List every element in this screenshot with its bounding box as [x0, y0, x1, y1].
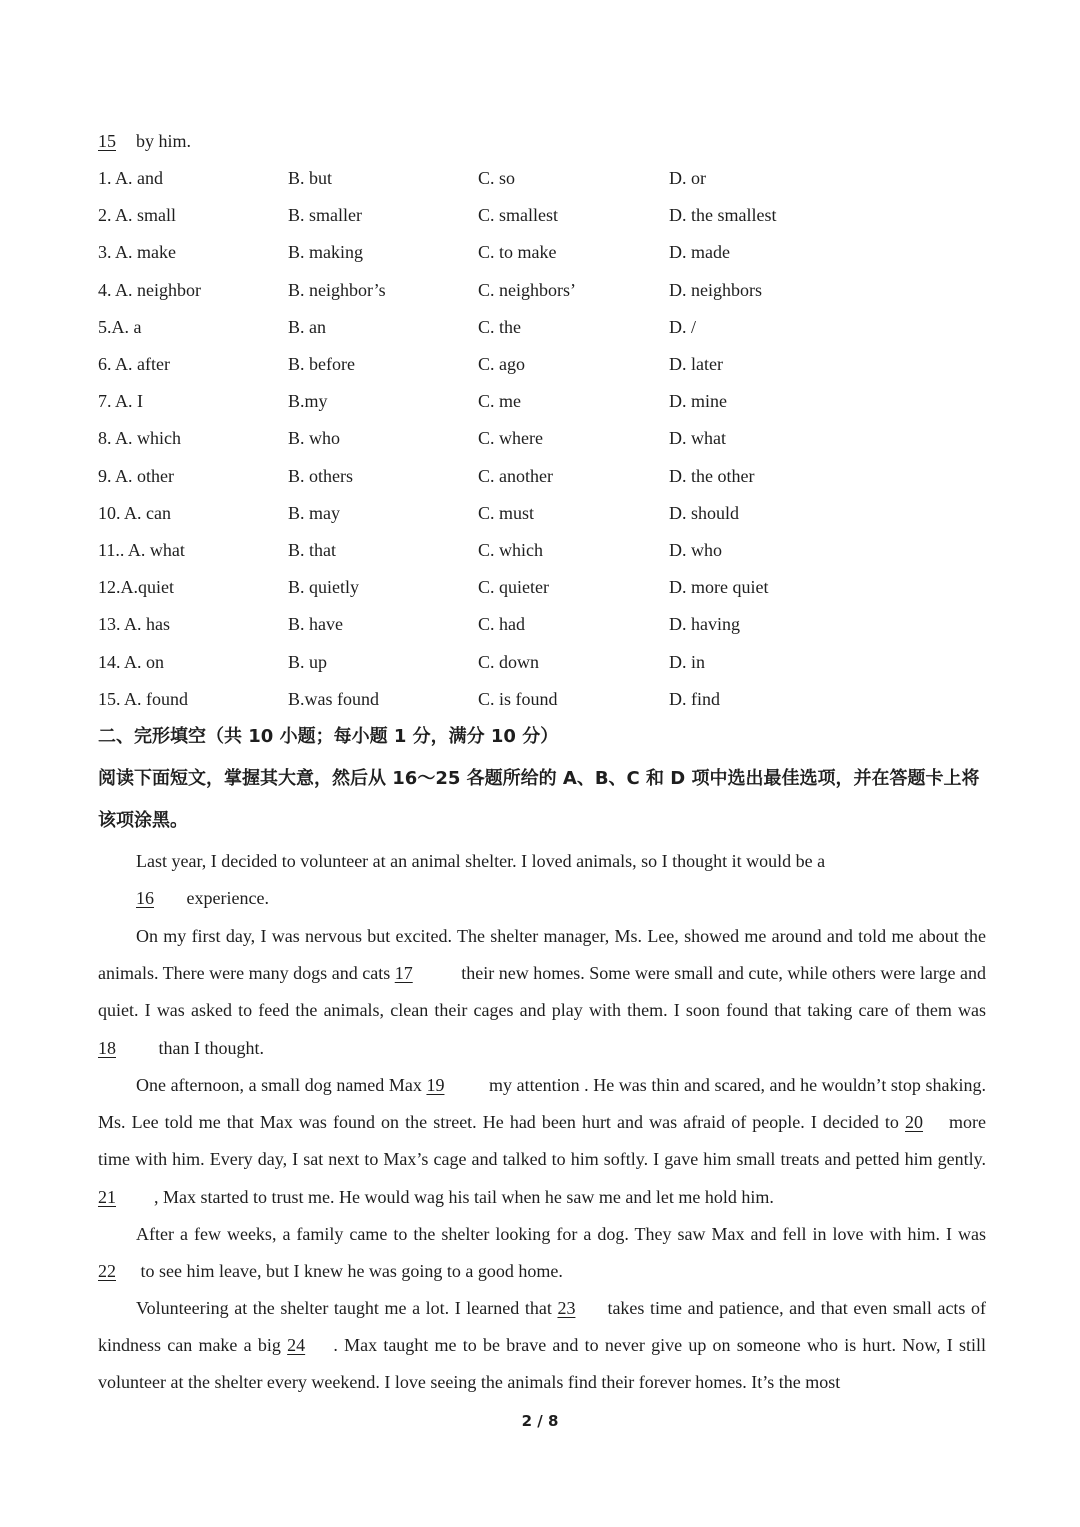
option-a: 6. A. after: [98, 354, 170, 374]
option-d: D. what: [669, 428, 726, 449]
option-d: D. find: [669, 688, 720, 709]
option-b: B. who: [288, 428, 341, 449]
option-d: D. the smallest: [669, 205, 777, 226]
question-row: [98, 688, 898, 710]
passage-text: On my first day, I was nervous but excited. The shelter manager, Ms. Lee, showed me around and told me about the animals. There were many dogs and cats: [98, 926, 986, 984]
option-c: C. which: [478, 540, 543, 560]
blank-20: 20: [905, 1112, 924, 1133]
question-row: [98, 241, 898, 263]
page-number: 2 / 8: [521, 1412, 559, 1430]
blank-24: 24: [287, 1335, 306, 1356]
option-c: C. smallest: [478, 205, 558, 226]
option-a: 5.A. a: [98, 316, 142, 337]
option-a: 7. A. I: [98, 391, 143, 412]
blank-22: 22: [98, 1261, 116, 1282]
blank-23: 23: [557, 1298, 576, 1318]
option-d: D. more quiet: [669, 577, 769, 598]
option-b: B. neighbor’s: [288, 279, 386, 300]
passage-text: Last year, I decided to volunteer at an animal shelter. I loved animals, so I thought it would be a: [136, 851, 826, 871]
question-row: [98, 390, 898, 412]
question-row: [98, 279, 898, 301]
option-c: C. another: [478, 465, 553, 486]
option-d: D. who: [669, 540, 722, 560]
option-a: 13. A. has: [98, 614, 170, 635]
option-a: 10. A. can: [98, 502, 171, 523]
option-c: C. me: [478, 391, 521, 412]
passage-paragraph-4: [98, 1216, 986, 1290]
section-instruction: 阅读下面短文，掌握其大意，然后从 16～25 各题所给的 A、B、C 和 D 项中选出最佳选项，并在答题卡上将该项涂黑。: [98, 768, 980, 831]
option-c: C. must: [478, 502, 535, 523]
option-c: C. to make: [478, 242, 557, 263]
passage-text: Volunteering at the shelter taught me a lot. I learned that: [136, 1298, 552, 1318]
question-row: [98, 576, 898, 598]
passage-paragraph-1: [98, 843, 986, 917]
option-a: 15. A. found: [98, 688, 188, 709]
option-b: B. quietly: [288, 577, 359, 598]
question-row: [98, 427, 898, 449]
passage-text: than I thought.: [158, 1037, 264, 1058]
option-d: D. made: [669, 242, 730, 263]
option-a: 3. A. make: [98, 242, 176, 263]
section-heading: 二、完形填空（共 10 小题；每小题 1 分，满分 10 分）: [98, 726, 559, 747]
blank-17: 17: [394, 963, 413, 984]
question-row: [98, 502, 898, 524]
blank-15: 15: [98, 131, 116, 151]
option-a: 12.A.quiet: [98, 577, 174, 598]
option-d: D. /: [669, 316, 696, 337]
question-row: [98, 651, 898, 673]
option-d: D. mine: [669, 391, 727, 412]
option-a: 4. A. neighbor: [98, 279, 201, 300]
passage-text: my attention . He was thin and scared, and he wouldn’t stop shaking. Ms. Lee told me that Max was found on the street. He had been hurt and was afraid of people. I decided to: [98, 1075, 987, 1133]
passage-text: experience.: [186, 888, 269, 909]
option-b: B. that: [288, 540, 336, 560]
blank-21: 21: [98, 1186, 116, 1207]
passage-text: One afternoon, a small dog named Max: [136, 1075, 422, 1095]
option-c: C. down: [478, 651, 540, 672]
option-a: 9. A. other: [98, 465, 174, 486]
option-d: D. or: [669, 168, 706, 188]
passage-paragraph-2: [98, 918, 986, 1067]
option-b: B. up: [288, 651, 328, 672]
option-d: D. should: [669, 502, 740, 523]
option-c: C. neighbors’: [478, 279, 576, 300]
option-a: 1. A. and: [98, 168, 163, 188]
option-b: B. an: [288, 316, 326, 337]
option-d: D. later: [669, 354, 723, 374]
question-row: [98, 167, 898, 189]
question-row: [98, 613, 898, 635]
passage-text: their new homes. Some were small and cute, while others were large and quiet. I was asked to feed the animals, clean their cages and play with them. I soon found that taking care of them was: [98, 963, 987, 1021]
option-a: 11.. A. what: [98, 540, 185, 560]
passage-paragraph-3: [98, 1067, 986, 1216]
passage-text: , Max started to trust me. He would wag his tail when he saw me and let me hold him.: [154, 1186, 774, 1207]
option-b: B. may: [288, 502, 340, 523]
option-a: 8. A. which: [98, 428, 181, 449]
option-c: C. the: [478, 316, 521, 337]
option-a: 2. A. small: [98, 205, 177, 226]
option-c: C. so: [478, 168, 516, 188]
blank-16: 16: [136, 888, 154, 909]
question-row: [98, 204, 898, 226]
option-b: B. smaller: [288, 205, 362, 226]
option-c: C. quieter: [478, 577, 549, 598]
blank-18: 18: [98, 1037, 116, 1058]
passage-text: to see him leave, but I knew he was going to a good home.: [140, 1261, 563, 1282]
passage-paragraph-5: [98, 1290, 986, 1402]
passage-text: . Max taught me to be brave and to never give up on someone who is hurt. Now, I still volunteer at the shelter every weekend. I love seeing the animals find their forever homes. It’s the most: [98, 1335, 986, 1393]
option-d: D. neighbors: [669, 279, 762, 300]
option-d: D. in: [669, 651, 705, 672]
option-c: C. where: [478, 428, 543, 449]
option-b: B.was found: [288, 688, 379, 709]
question-row: [98, 539, 898, 561]
option-c: C. ago: [478, 354, 525, 374]
option-b: B. making: [288, 242, 363, 263]
question-row: [98, 353, 898, 375]
option-a: 14. A. on: [98, 651, 165, 672]
option-c: C. is found: [478, 688, 558, 709]
continued-text: by him.: [136, 131, 192, 151]
option-c: C. had: [478, 614, 525, 635]
question-row: [98, 465, 898, 487]
question-row: [98, 316, 898, 338]
blank-19: 19: [426, 1075, 445, 1095]
option-b: B. others: [288, 465, 353, 486]
option-b: B. but: [288, 168, 333, 188]
option-d: D. the other: [669, 465, 755, 486]
option-d: D. having: [669, 614, 740, 635]
option-b: B. have: [288, 614, 343, 635]
passage-text: takes time and patience, and that even small acts of kindness can make a big: [98, 1298, 987, 1356]
option-b: B. before: [288, 354, 355, 374]
option-b: B.my: [288, 391, 328, 412]
passage-text: After a few weeks, a family came to the shelter looking for a dog. They saw Max and fell in love with him. I was: [136, 1224, 986, 1244]
passage-text: more time with him. Every day, I sat next to Max’s cage and talked to him softly. I gave him small treats and petted him gently.: [98, 1112, 986, 1170]
continued-line: [98, 130, 191, 152]
